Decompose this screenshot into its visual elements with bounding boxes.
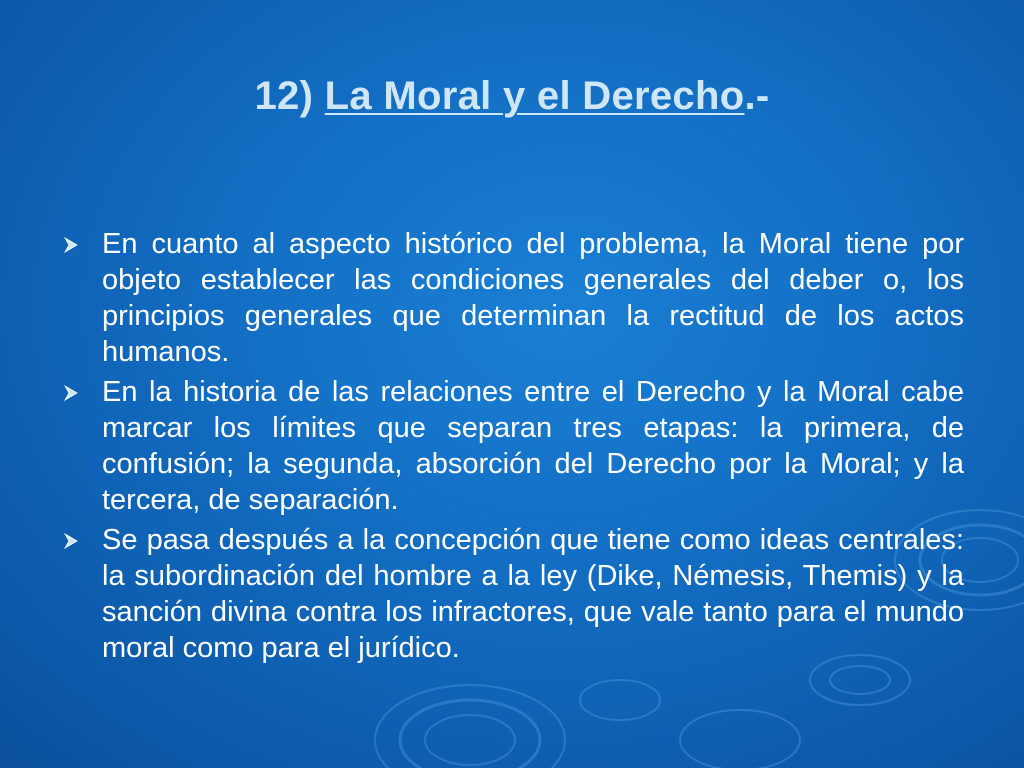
- title-suffix: .-: [744, 74, 770, 118]
- arrow-bullet-icon: [62, 384, 80, 402]
- title-prefix: 12): [254, 74, 325, 118]
- arrow-bullet-icon: [62, 532, 80, 550]
- bullet-text: En la historia de las relaciones entre el Derecho y la Moral cabe marcar los límites que separan tres etapas: la primera, de confusión; la segunda, absorción del Derecho por la Moral; y la tercera, de separación.: [102, 376, 964, 516]
- list-item: [62, 374, 964, 518]
- arrow-bullet-icon: [62, 236, 80, 254]
- slide-title: [0, 72, 1024, 120]
- bullet-text: Se pasa después a la concepción que tiene como ideas centrales: la subordinación del hombre a la ley (Dike, Némesis, Themis) y la sanción divina contra los infractores, que vale tanto para el mundo moral como para el jurídico.: [102, 524, 964, 664]
- bullet-list: [62, 226, 964, 670]
- title-underlined-text: La Moral y el Derecho: [324, 74, 745, 118]
- list-item: [62, 522, 964, 666]
- list-item: [62, 226, 964, 370]
- bullet-text: En cuanto al aspecto histórico del problema, la Moral tiene por objeto establecer las condiciones generales del deber o, los principios generales que determinan la rectitud de los actos humanos.: [102, 228, 964, 368]
